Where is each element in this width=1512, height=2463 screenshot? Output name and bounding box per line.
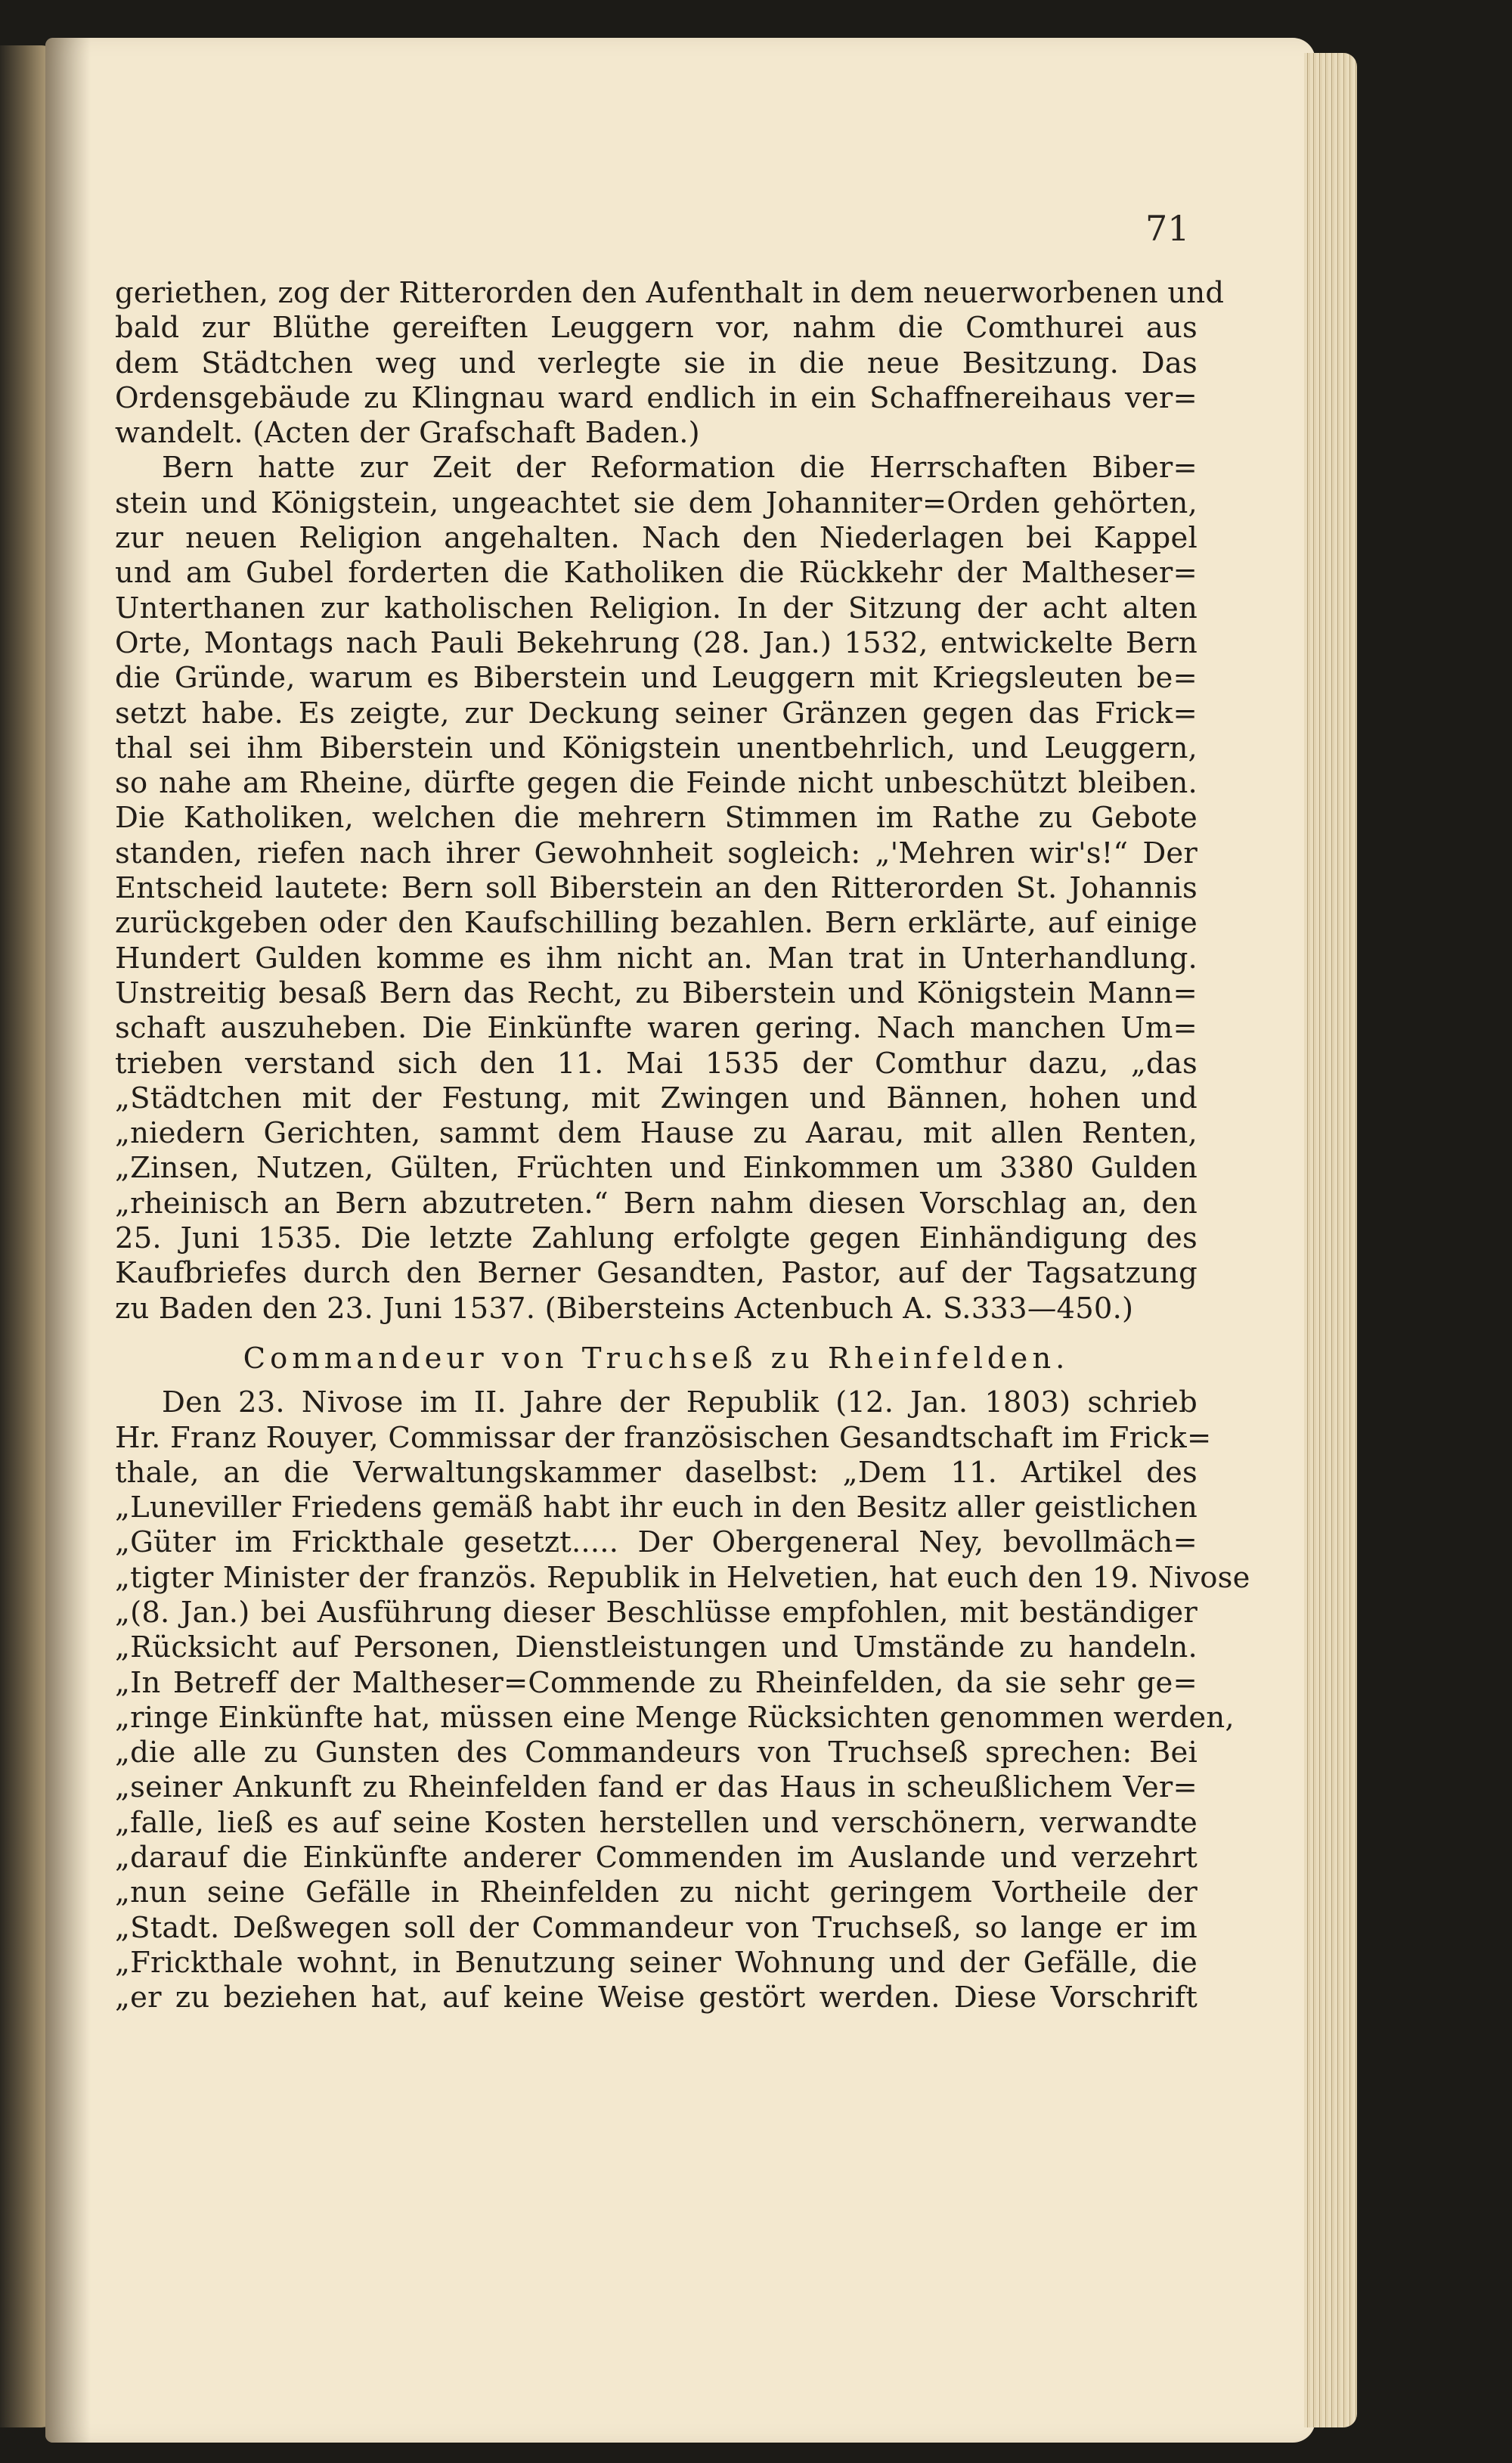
text-line: „Zinsen, Nutzen, Gülten, Früchten und Einkommen um 3380 Gulden <box>115 1151 1198 1186</box>
text-line: dem Städtchen weg und verlegte sie in die neue Besitzung. Das <box>115 346 1198 380</box>
text-line: „Güter im Frickthale gesetzt..... Der Obergeneral Ney, bevollmäch= <box>115 1525 1198 1560</box>
text-line: „er zu beziehen hat, auf keine Weise gestört werden. Diese Vorschrift <box>115 1981 1198 2015</box>
spine-shadow <box>45 38 91 2443</box>
text-line: thale, an die Verwaltungskammer daselbst: „Dem 11. Artikel des <box>115 1455 1198 1490</box>
text-line: 25. Juni 1535. Die letzte Zahlung erfolgte gegen Einhändigung des <box>115 1221 1198 1256</box>
paragraph-1 <box>115 276 1225 451</box>
text-line: „(8. Jan.) bei Ausführung dieser Beschlüsse empfohlen, mit beständiger <box>115 1595 1198 1630</box>
text-line: Unstreitig besaß Bern das Recht, zu Biberstein und Königstein Mann= <box>115 976 1198 1010</box>
text-line: „darauf die Einkünfte anderer Commenden im Auslande und verzehrt <box>115 1841 1198 1875</box>
text-line: stein und Königstein, ungeachtet sie dem Johanniter=Orden gehörten, <box>115 485 1198 520</box>
page-number: 71 <box>1145 208 1190 249</box>
text-line: „nun seine Gefälle in Rheinfelden zu nicht geringem Vortheile der <box>115 1875 1198 1910</box>
body-text <box>115 276 1250 2016</box>
text-line: die Gründe, warum es Biberstein und Leuggern mit Kriegsleuten be= <box>115 661 1198 696</box>
text-line: Orte, Montags nach Pauli Bekehrung (28. Jan.) 1532, entwickelte Bern <box>115 625 1198 660</box>
text-line: Hundert Gulden komme es ihm nicht an. Man trat in Unterhandlung. <box>115 941 1198 976</box>
text-line: Entscheid lautete: Bern soll Biberstein an den Ritterorden St. Johannis <box>115 871 1198 906</box>
text-line: „seiner Ankunft zu Rheinfelden fand er das Haus in scheußlichem Ver= <box>115 1770 1198 1805</box>
text-line: Die Katholiken, welchen die mehrern Stimmen im Rathe zu Gebote <box>115 801 1198 836</box>
text-line: Bern hatte zur Zeit der Reformation die Herrschaften Biber= <box>162 451 1198 485</box>
text-line: „die alle zu Gunsten des Commandeurs von Truchseß sprechen: Bei <box>115 1736 1198 1770</box>
text-line: und am Gubel forderten die Katholiken die Rückkehr der Maltheser= <box>115 556 1198 591</box>
text-line: „falle, ließ es auf seine Kosten herstellen und verschönern, verwandte <box>115 1805 1198 1840</box>
text-line: zu Baden den 23. Juni 1537. (Bibersteins Actenbuch A. S.333—450.) <box>115 1291 1134 1326</box>
text-line: „Rücksicht auf Personen, Dienstleistungen und Umstände zu handeln. <box>115 1630 1198 1665</box>
text-line: Hr. Franz Rouyer, Commissar der französischen Gesandtschaft im Frick= <box>115 1420 1212 1455</box>
section-heading: Commandeur von Truchseß zu Rheinfelden. <box>243 1341 1070 1376</box>
text-line: „Stadt. Deßwegen soll der Commandeur von Truchseß, so lange er im <box>115 1910 1198 1945</box>
paragraph-3 <box>115 1385 1250 2015</box>
text-line: Unterthanen zur katholischen Religion. In der Sitzung der acht alten <box>115 591 1198 625</box>
text-line: Den 23. Nivose im II. Jahre der Republik (12. Jan. 1803) schrieb <box>162 1385 1198 1420</box>
text-line: „niedern Gerichten, sammt dem Hause zu Aarau, mit allen Renten, <box>115 1116 1198 1151</box>
text-line: „Luneviller Friedens gemäß habt ihr euch in den Besitz aller geistlichen <box>115 1491 1198 1525</box>
text-line: „Städtchen mit der Festung, mit Zwingen und Bännen, hohen und <box>115 1081 1198 1115</box>
text-line: trieben verstand sich den 11. Mai 1535 der Comthur dazu, „das <box>115 1046 1198 1081</box>
text-line: so nahe am Rheine, dürfte gegen die Feinde nicht unbeschützt bleiben. <box>115 766 1198 801</box>
text-line: zur neuen Religion angehalten. Nach den Niederlagen bei Kappel <box>115 521 1198 556</box>
text-line: thal sei ihm Biberstein und Königstein unentbehrlich, und Leuggern, <box>115 731 1198 765</box>
text-line: „ringe Einkünfte hat, müssen eine Menge Rücksichten genommen werden, <box>115 1700 1235 1735</box>
text-line: geriethen, zog der Ritterorden den Aufenthalt in dem neuerworbenen und <box>115 276 1225 310</box>
text-line: zurückgeben oder den Kaufschilling bezahlen. Bern erklärte, auf einige <box>115 906 1198 941</box>
text-line: „rheinisch an Bern abzutreten.“ Bern nahm diesen Vorschlag an, den <box>115 1186 1198 1221</box>
text-line: setzt habe. Es zeigte, zur Deckung seiner Gränzen gegen das Frick= <box>115 696 1198 731</box>
paragraph-2 <box>115 451 1198 1326</box>
text-line: „tigter Minister der französ. Republik in Helvetien, hat euch den 19. Nivose <box>115 1560 1250 1595</box>
text-line: schaft auszuheben. Die Einkünfte waren gering. Nach manchen Um= <box>115 1011 1198 1046</box>
text-line: wandelt. (Acten der Grafschaft Baden.) <box>115 416 700 451</box>
text-line: „Frickthale wohnt, in Benutzung seiner Wohnung und der Gefälle, die <box>115 1945 1198 1980</box>
text-line: standen, riefen nach ihrer Gewohnheit sogleich: „'Mehren wir's!“ Der <box>115 836 1198 870</box>
text-line: bald zur Blüthe gereiften Leuggern vor, nahm die Comthurei aus <box>115 311 1198 346</box>
text-line: Ordensgebäude zu Klingnau ward endlich in ein Schaffnereihaus ver= <box>115 380 1198 415</box>
text-line: „In Betreff der Maltheser=Commende zu Rheinfelden, da sie sehr ge= <box>115 1665 1198 1700</box>
text-line: Kaufbriefes durch den Berner Gesandten, Pastor, auf der Tagsatzung <box>115 1256 1198 1291</box>
page-edges <box>1304 53 1357 2427</box>
